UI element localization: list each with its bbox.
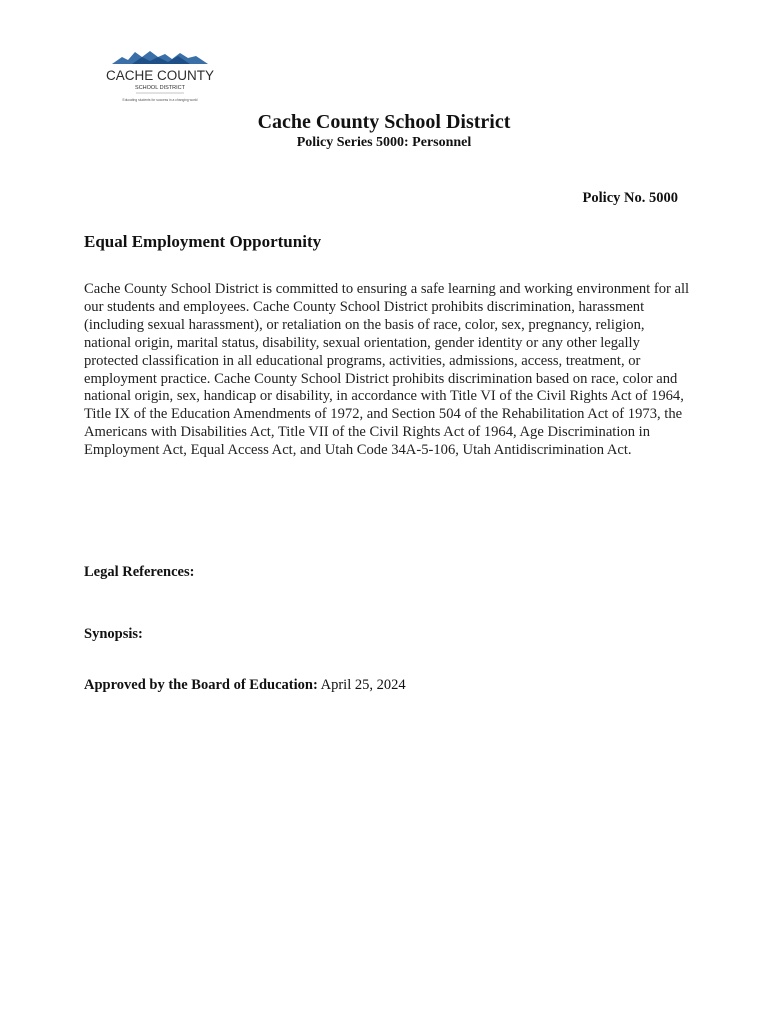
synopsis-label: Synopsis: (84, 626, 143, 642)
policy-series-subtitle: Policy Series 5000: Personnel (296, 135, 472, 150)
approved-label: Approved by the Board of Education: (84, 677, 318, 693)
logo-subtitle: SCHOOL DISTRICT (135, 85, 185, 91)
synopsis-field (84, 625, 143, 643)
policy-body-text: Cache County School District is committed to ensuring a safe learning and working environment for all our students and employees. Cache County School District prohibits discrimination, harassment (including sexual harassment), or retaliation on the basis of race, color, sex, pregnancy, religion, national origin, marital status, disability, sexual orientation, gender identity or any other legally protected classification in all educational programs, activities, admissions, access, treatment, or employment practice. Cache County School District prohibits discrimination based on race, color and national origin, sex, handicap or disability, in accordance with Title VI of the Civil Rights Act of 1964, Title IX of the Education Amendments of 1972, and Section 504 of the Rehabilitation Act of 1973, the Americans with Disabilities Act, Title VII of the Civil Rights Act of 1964, Age Discrimination in Employment Act, Equal Access Act, and Utah Code 34A-5-106, Utah Antidiscrimination Act. (84, 281, 690, 459)
document-title: Cache County School District (257, 111, 511, 133)
logo-tagline: Educating students for success in a changing world (122, 98, 198, 102)
legal-references-label: Legal References: (84, 564, 195, 580)
policy-number: Policy No. 5000 (582, 190, 678, 206)
approved-date: April 25, 2024 (320, 677, 406, 693)
legal-references-field (84, 563, 194, 581)
logo-name: CACHE COUNTY (105, 68, 215, 83)
policy-title: Equal Employment Opportunity (84, 232, 322, 251)
approval-field (84, 676, 406, 694)
district-logo (98, 46, 222, 108)
